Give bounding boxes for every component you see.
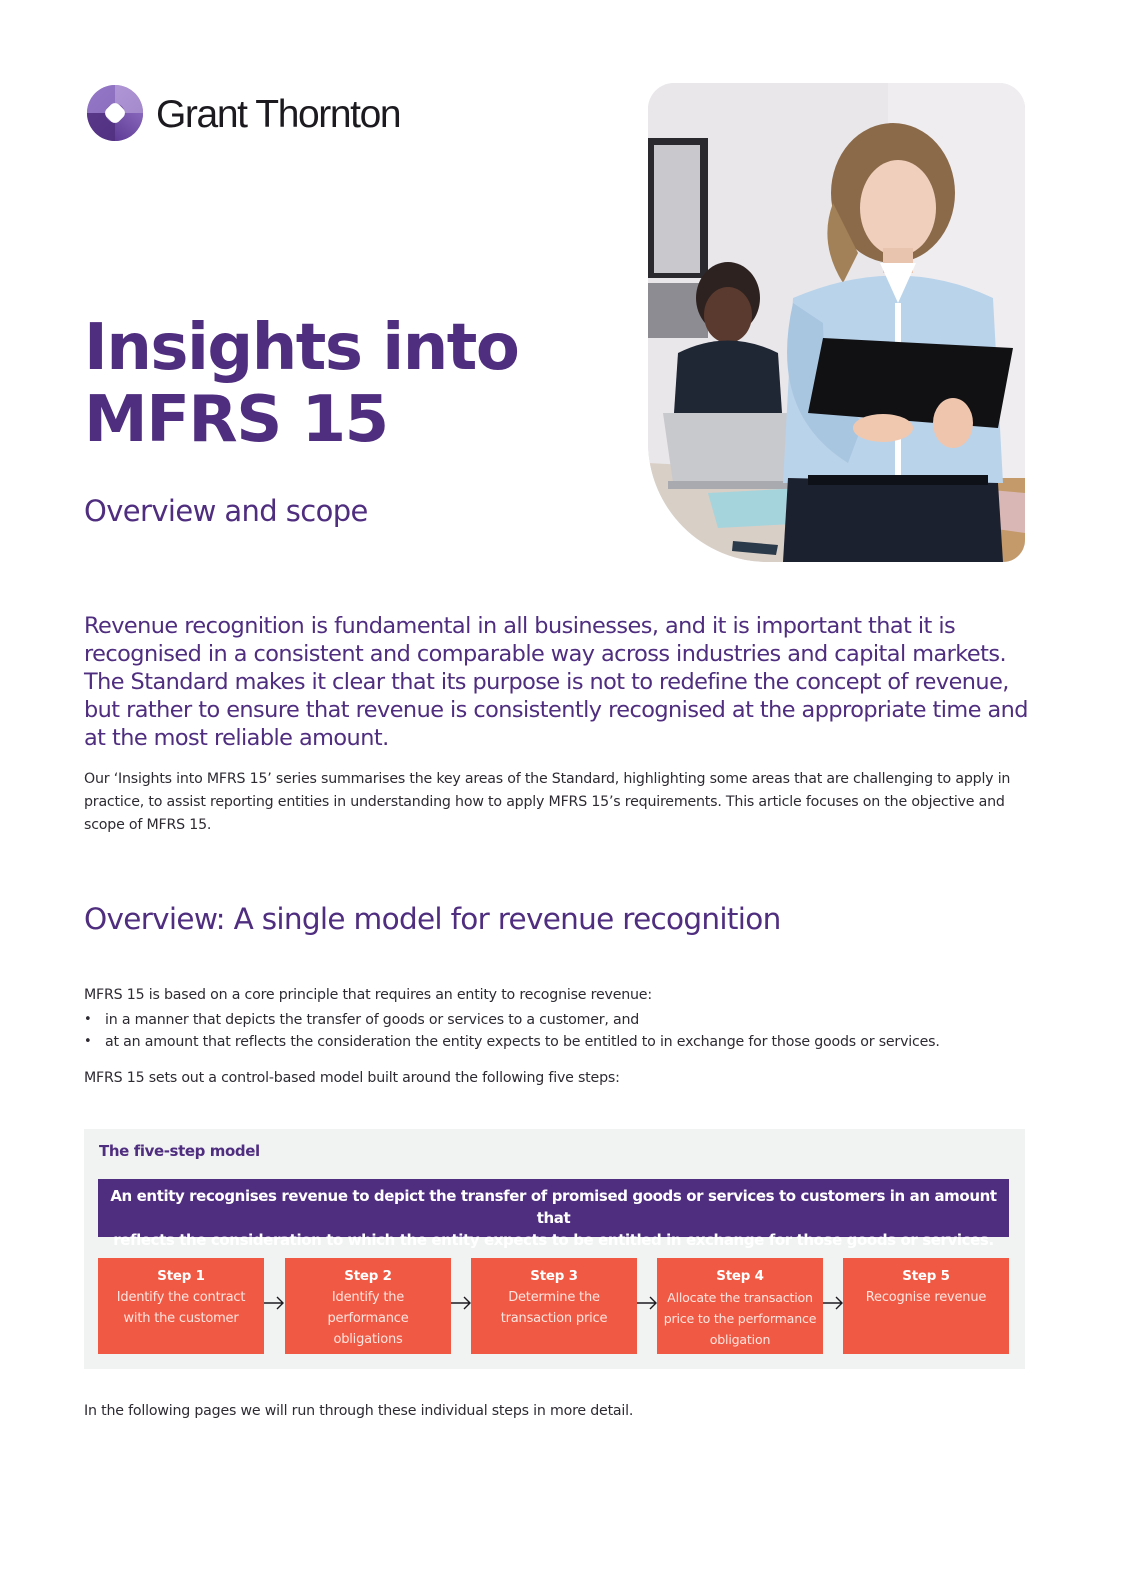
core-principle-intro: MFRS 15 is based on a core principle that requires an entity to recognise revenue:: [84, 987, 652, 1003]
step-5-box: [843, 1258, 1009, 1354]
step-description: Determine the transaction price: [500, 1290, 608, 1326]
banner-line2: reflects the consideration to which the entity expects to be entitled in exchange for those goods or services.: [113, 1231, 994, 1249]
intro-paragraph: Our ‘Insights into MFRS 15’ series summarises the key areas of the Standard, highlighting some areas that are challenging to apply in practice, to assist reporting entities in understanding how to apply MFRS 15’s requirements. This article focuses on the objective and scope of MFRS 15.: [84, 771, 1011, 833]
five-step-model-title: The five-step model: [99, 1142, 260, 1160]
step-label: Step 3: [530, 1269, 578, 1284]
banner-line1: An entity recognises revenue to depict the transfer of promised goods or services to customers in an amount that: [110, 1187, 997, 1227]
step-3-box: [471, 1258, 637, 1354]
brand-name: Grant Thornton: [156, 92, 401, 136]
step-label: Step 2: [344, 1269, 392, 1284]
arrow-right-icon: [637, 1296, 658, 1310]
core-principle: [84, 984, 1034, 1053]
step-4-box: [657, 1258, 823, 1354]
arrow-right-icon: [264, 1296, 285, 1310]
closing-paragraph: In the following pages we will run through these individual steps in more detail.: [84, 1403, 634, 1419]
page-subtitle: Overview and scope: [84, 494, 368, 528]
hero-photo: [648, 83, 1025, 562]
page-title-line2: MFRS 15: [84, 383, 388, 457]
bullet-item: • in a manner that depicts the transfer of goods or services to a customer, and: [84, 1009, 1034, 1031]
page-title-line1: Insights into: [84, 311, 519, 385]
section-heading-overview: Overview: A single model for revenue recognition: [84, 902, 781, 936]
step-2-box: [285, 1258, 451, 1354]
lead-paragraph: Revenue recognition is fundamental in all businesses, and it is important that it is recognised in a consistent and comparable way across industries and capital markets. The Standard makes it clear that its purpose is not to redefine the concept of revenue, but rather to ensure that revenue is consistently recognised at the appropriate time and at the most reliable amount.: [84, 613, 1028, 751]
five-step-model-panel: [84, 1129, 1025, 1369]
step-label: Step 5: [902, 1269, 950, 1284]
brand-logo: [86, 84, 400, 142]
step-description: Identify the performance obligations: [327, 1290, 409, 1347]
page-title: [84, 312, 604, 456]
arrow-right-icon: [451, 1296, 472, 1310]
steps-flow: [98, 1258, 1009, 1354]
core-principle-banner: [98, 1179, 1009, 1249]
step-label: Step 4: [716, 1269, 764, 1284]
step-1-box: [98, 1258, 264, 1354]
core-principle-list: [84, 1009, 1034, 1053]
step-description: Identify the contract with the customer: [116, 1290, 246, 1326]
step-description: Recognise revenue: [865, 1290, 987, 1305]
steps-intro: MFRS 15 sets out a control-based model built around the following five steps:: [84, 1070, 620, 1086]
grant-thornton-swirl-icon: [86, 84, 144, 142]
step-label: Step 1: [157, 1269, 205, 1284]
step-description: Allocate the transaction price to the performance obligation: [663, 1290, 817, 1347]
bullet-item: • at an amount that reflects the consideration the entity expects to be entitled to in exchange for those goods or services.: [84, 1031, 1034, 1053]
arrow-right-icon: [823, 1296, 844, 1310]
